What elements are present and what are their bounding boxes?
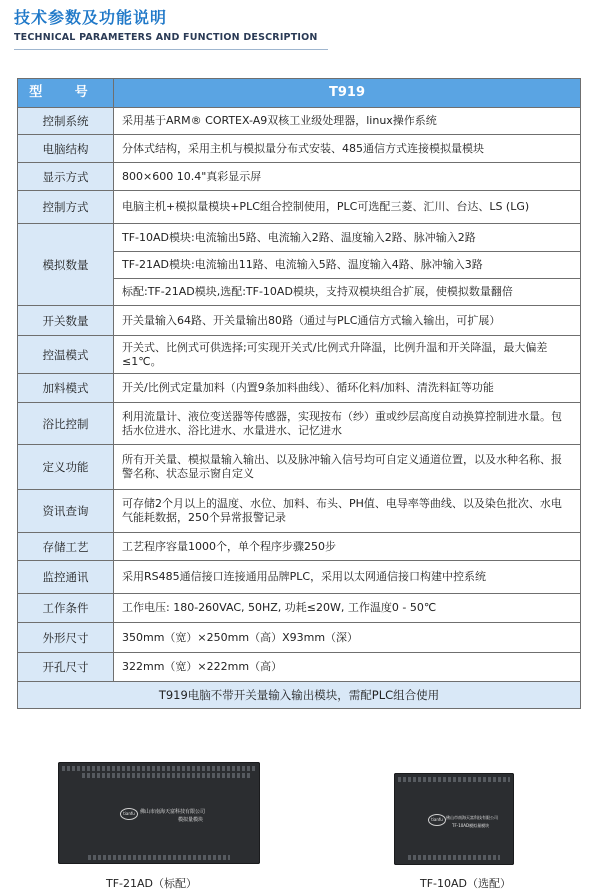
table-row: [18, 374, 581, 403]
row-label: 电脑结构: [18, 135, 114, 163]
header-model: T919: [114, 79, 581, 108]
row-value: 可存储2个月以上的温度、水位、加料、布头、PH值、电导率等曲线、以及染色批次、水电气能耗数据，250个异常报警记录: [114, 490, 581, 533]
row-label: 开孔尺寸: [18, 653, 114, 682]
table-row: [18, 445, 581, 490]
row-value: 标配:TF-21AD模块,选配:TF-10AD模块，支持双模块组合扩展，使模拟数量翻倍: [114, 279, 581, 306]
row-value: 采用基于ARM® CORTEX-A9双核工业级处理器，linux操作系统: [114, 108, 581, 135]
table-row: [18, 135, 581, 163]
page-title: 技术参数及功能说明: [14, 8, 168, 27]
row-label: 定义功能: [18, 445, 114, 490]
product-caption: TF-21AD（标配）: [106, 877, 198, 890]
table-row: [18, 108, 581, 135]
spec-table: [17, 78, 581, 709]
tf10ad-module-image: [394, 773, 514, 865]
row-label: 模拟数量: [18, 224, 114, 306]
row-label: 加料模式: [18, 374, 114, 403]
row-label: 工作条件: [18, 594, 114, 623]
row-label: 资讯查询: [18, 490, 114, 533]
table-row: [18, 224, 581, 252]
row-value: 开关量输入64路、开关量输出80路（通过与PLC通信方式输入输出，可扩展）: [114, 306, 581, 336]
row-label: 存储工艺: [18, 533, 114, 561]
table-row: [18, 490, 581, 533]
module-plate: TF-10AD模拟量模块: [452, 823, 490, 828]
table-footer-row: [18, 682, 581, 709]
row-value: 电脑主机+模拟量模块+PLC组合控制使用，PLC可选配三菱、汇川、台达、LS (LG): [114, 191, 581, 224]
row-label: 开关数量: [18, 306, 114, 336]
module-plate: 模拟量模块: [178, 817, 204, 823]
page-subtitle: TECHNICAL PARAMETERS AND FUNCTION DESCRIPTION: [14, 32, 318, 43]
row-value: 开关/比例式定量加料（内置9条加料曲线）、循环化料/加料、清洗料缸等功能: [114, 374, 581, 403]
row-value: 所有开关量、模拟量输入输出、以及脉冲输入信号均可自定义通道位置，以及水种名称、报警名称、状态显示窗自定义: [114, 445, 581, 490]
product-caption: TF-10AD（选配）: [420, 877, 512, 890]
row-label: 显示方式: [18, 163, 114, 191]
tianfu-logo: tianfu: [428, 814, 446, 826]
table-row: [18, 594, 581, 623]
row-value: 800×600 10.4"真彩显示屏: [114, 163, 581, 191]
table-row: [18, 163, 581, 191]
tianfu-logo: tianfu: [120, 808, 138, 820]
row-value: 工作电压: 180-260VAC, 50HZ, 功耗≤20W, 工作温度0 - 50℃: [114, 594, 581, 623]
row-label: 外形尺寸: [18, 623, 114, 653]
table-row: [18, 653, 581, 682]
row-label: 控温模式: [18, 336, 114, 374]
row-value: 利用流量计、液位变送器等传感器，实现按布（纱）重或纱层高度自动换算控制进水量。包括水位进水、浴比进水、水量进水、记忆进水: [114, 403, 581, 445]
row-value: 开关式、比例式可供选择;可实现开关式/比例式升降温，比例升温和开关降温，最大偏差≤1℃。: [114, 336, 581, 374]
table-row: [18, 191, 581, 224]
row-value: 350mm（宽）×250mm（高）X93mm（深）: [114, 623, 581, 653]
row-value: TF-10AD模块:电流输出5路、电流输入2路、温度输入2路、脉冲输入2路: [114, 224, 581, 252]
table-row: [18, 623, 581, 653]
table-header-row: [18, 79, 581, 108]
title-divider: [14, 49, 328, 50]
table-row: [18, 533, 581, 561]
company-plate: 佛山市南海天富科技有限公司: [446, 815, 498, 820]
row-value: 工艺程序容量1000个，单个程序步骤250步: [114, 533, 581, 561]
table-row: [18, 403, 581, 445]
row-value: 322mm（宽）×222mm（高）: [114, 653, 581, 682]
row-value: TF-21AD模块:电流输出11路、电流输入5路、温度输入4路、脉冲输入3路: [114, 252, 581, 279]
table-row: [18, 306, 581, 336]
header-label: 型 号: [18, 79, 114, 108]
table-row: [18, 561, 581, 594]
row-value: 采用RS485通信接口连接通用品牌PLC，采用以太网通信接口构建中控系统: [114, 561, 581, 594]
row-value: 分体式结构，采用主机与模拟量分布式安装、485通信方式连接模拟量模块: [114, 135, 581, 163]
row-label: 浴比控制: [18, 403, 114, 445]
footer-note: T919电脑不带开关量输入输出模块，需配PLC组合使用: [18, 682, 581, 709]
row-label: 控制方式: [18, 191, 114, 224]
company-plate: 佛山市南海天富科技有限公司: [140, 809, 206, 815]
row-label: 监控通讯: [18, 561, 114, 594]
tf21ad-module-image: [58, 762, 260, 864]
table-row: [18, 336, 581, 374]
row-label: 控制系统: [18, 108, 114, 135]
